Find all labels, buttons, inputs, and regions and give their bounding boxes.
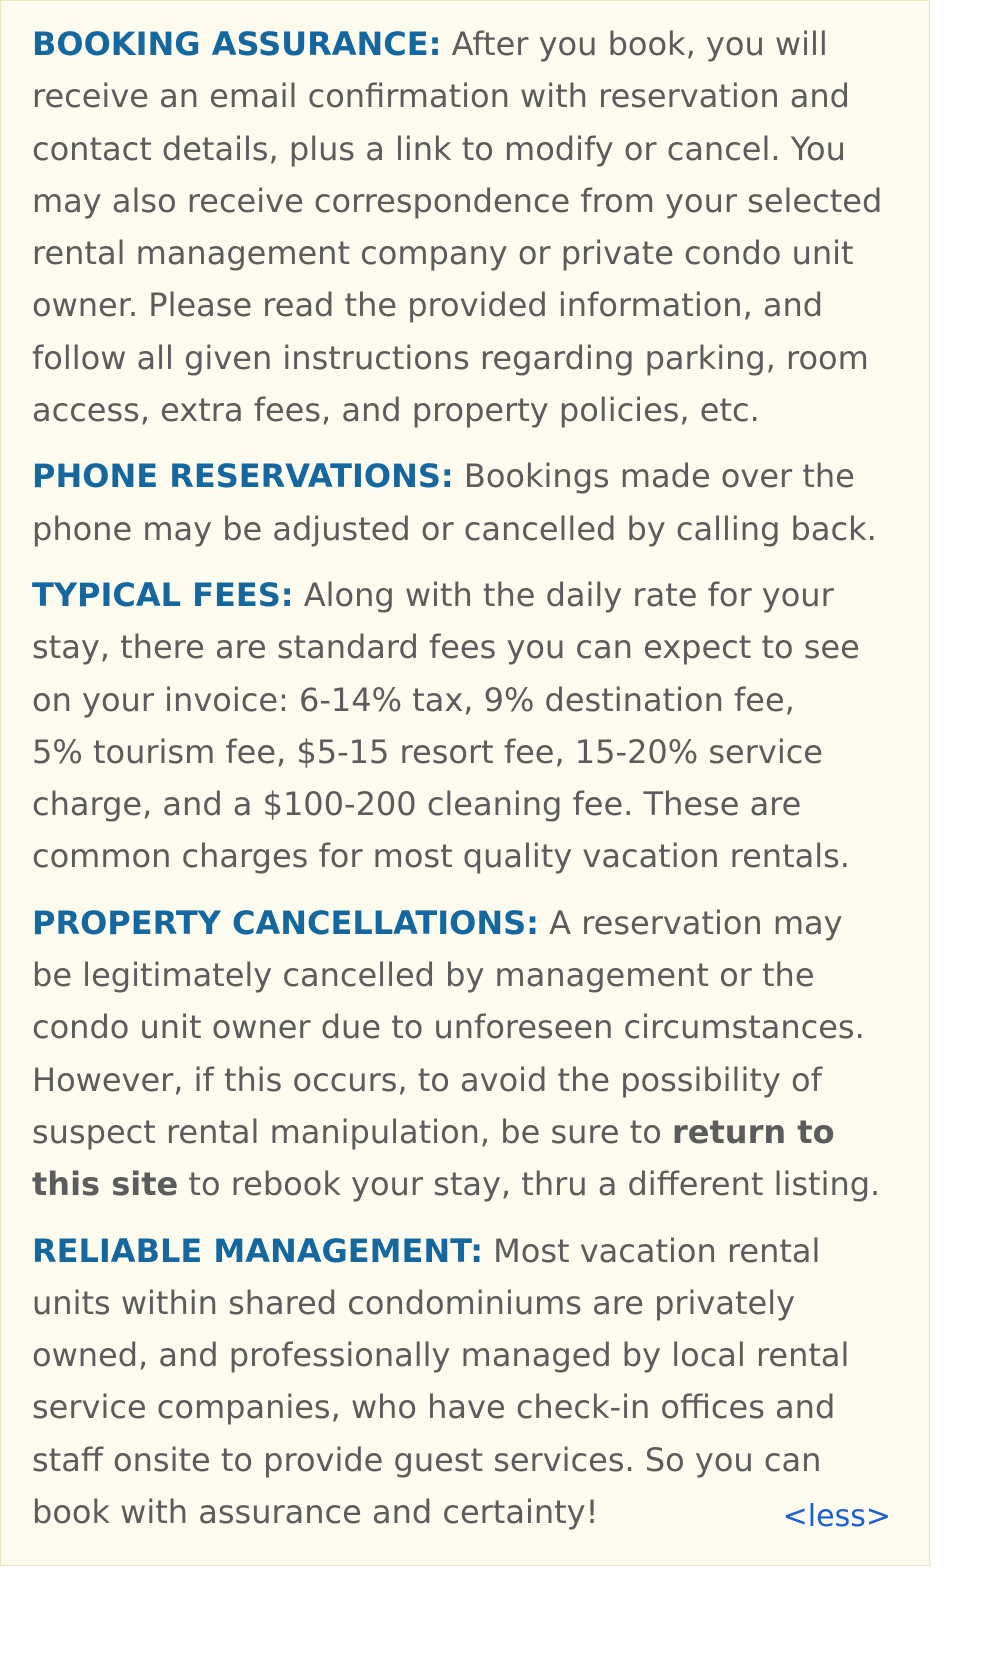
- reliable-management-heading: RELIABLE MANAGEMENT:: [32, 1231, 483, 1270]
- typical-fees-heading: TYPICAL FEES:: [32, 575, 294, 614]
- typical-fees-text: Along with the daily rate for your stay, there are standard fees you can expect to see on your invoice: 6-14% tax, 9% destination fee, 5% tourism fee, $5-15 resort fee, 15-20% service charge, and a $100-200 cleaning fee. These are common charges for most quality vacation rentals.: [32, 575, 860, 876]
- property-cancellations-text: A reservation may be legitimately cancelled by management or the condo unit owner due to unforeseen circumstances. However, if this occurs, to avoid the possibility of suspect rental manipulation, be sure to: [32, 903, 865, 1151]
- property-cancellations-heading: PROPERTY CANCELLATIONS:: [32, 903, 539, 942]
- return-to-site-emphasis: return to this site: [32, 1112, 835, 1204]
- phone-reservations-text: Bookings made over the phone may be adjusted or cancelled by calling back.: [32, 457, 877, 548]
- property-cancellations-paragraph: [32, 897, 917, 1211]
- phone-reservations-heading: PHONE RESERVATIONS:: [32, 457, 454, 496]
- typical-fees-paragraph: [32, 569, 917, 883]
- reliable-management-text: Most vacation rental units within shared condominiums are privately owned, and professionally managed by local rental service companies, who have check-in offices and staff onsite to provide guest services. So you can book with assurance and certainty!: [32, 1231, 850, 1532]
- property-cancellations-text-end: to rebook your stay, thru a different listing.: [178, 1165, 881, 1204]
- reliable-management-paragraph: [32, 1225, 917, 1539]
- booking-assurance-heading: BOOKING ASSURANCE:: [32, 25, 442, 63]
- booking-assurance-paragraph: [32, 18, 917, 436]
- phone-reservations-paragraph: [32, 450, 917, 555]
- show-less-link[interactable]: <less>: [782, 1499, 891, 1534]
- booking-assurance-text: After you book, you will receive an email confirmation with reservation and contact details, plus a link to modify or cancel. You may also receive correspondence from your selected rental management company or private condo unit owner. Please read the provided information, and follow all given instructions regarding parking, room access, extra fees, and property policies, etc.: [32, 25, 883, 430]
